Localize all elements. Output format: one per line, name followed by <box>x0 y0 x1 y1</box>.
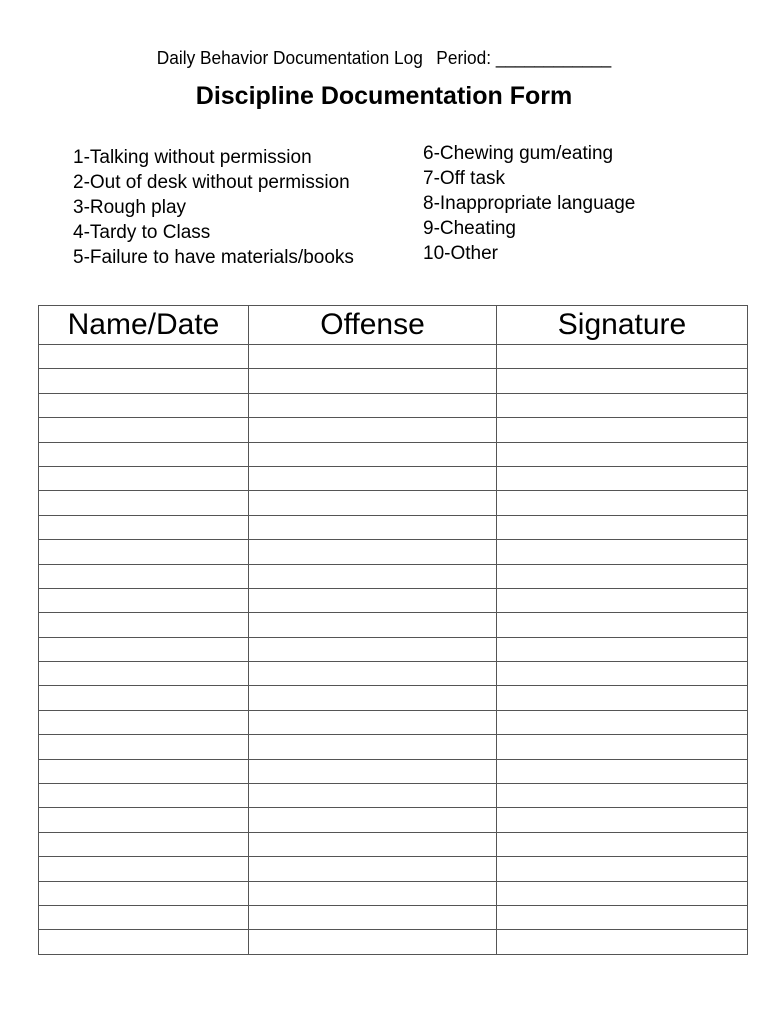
table-row <box>39 784 748 808</box>
table-row <box>39 491 748 515</box>
name-date-cell[interactable] <box>39 442 249 466</box>
offense-code-item: 5-Failure to have materials/books <box>73 247 354 268</box>
offense-cell[interactable] <box>249 735 497 759</box>
name-date-cell[interactable] <box>39 613 249 637</box>
name-date-cell[interactable] <box>39 930 249 954</box>
name-date-cell[interactable] <box>39 662 249 686</box>
signature-cell[interactable] <box>497 491 748 515</box>
signature-cell[interactable] <box>497 637 748 661</box>
signature-cell[interactable] <box>497 540 748 564</box>
name-date-cell[interactable] <box>39 759 249 783</box>
offense-code-item: 9-Cheating <box>423 218 516 239</box>
signature-cell[interactable] <box>497 369 748 393</box>
offense-code-item: 8-Inappropriate language <box>423 193 636 214</box>
offense-code-item: 3-Rough play <box>73 197 187 218</box>
signature-cell[interactable] <box>497 930 748 954</box>
name-date-cell[interactable] <box>39 784 249 808</box>
table-row <box>39 345 748 369</box>
signature-cell[interactable] <box>497 393 748 417</box>
signature-cell[interactable] <box>497 857 748 881</box>
offense-cell[interactable] <box>249 588 497 612</box>
table-row <box>39 759 748 783</box>
name-date-cell[interactable] <box>39 735 249 759</box>
table-row <box>39 637 748 661</box>
column-header-offense: Offense <box>249 306 497 345</box>
signature-cell[interactable] <box>497 710 748 734</box>
offense-codes-right <box>423 141 635 266</box>
name-date-cell[interactable] <box>39 832 249 856</box>
table-row <box>39 613 748 637</box>
name-date-cell[interactable] <box>39 710 249 734</box>
offense-cell[interactable] <box>249 540 497 564</box>
offense-cell[interactable] <box>249 881 497 905</box>
offense-codes-left <box>73 145 354 270</box>
offense-cell[interactable] <box>249 418 497 442</box>
column-header-signature: Signature <box>497 306 748 345</box>
offense-cell[interactable] <box>249 832 497 856</box>
offense-cell[interactable] <box>249 466 497 490</box>
table-row <box>39 588 748 612</box>
offense-cell[interactable] <box>249 393 497 417</box>
table-row <box>39 905 748 929</box>
signature-cell[interactable] <box>497 418 748 442</box>
offense-code-item: 7-Off task <box>423 168 506 189</box>
table-row <box>39 857 748 881</box>
offense-code-item: 1-Talking without permission <box>73 147 312 168</box>
table-row <box>39 540 748 564</box>
table-row <box>39 686 748 710</box>
offense-cell[interactable] <box>249 613 497 637</box>
table-row <box>39 735 748 759</box>
signature-cell[interactable] <box>497 905 748 929</box>
table-row <box>39 564 748 588</box>
table-row <box>39 515 748 539</box>
log-title: Daily Behavior Documentation Log <box>156 48 423 68</box>
table-row <box>39 710 748 734</box>
table-row <box>39 881 748 905</box>
name-date-cell[interactable] <box>39 808 249 832</box>
name-date-cell[interactable] <box>39 369 249 393</box>
name-date-cell[interactable] <box>39 393 249 417</box>
offense-cell[interactable] <box>249 442 497 466</box>
signature-cell[interactable] <box>497 613 748 637</box>
period-field[interactable]: Period: ____________ <box>436 48 612 68</box>
offense-cell[interactable] <box>249 905 497 929</box>
offense-cell[interactable] <box>249 784 497 808</box>
offense-code-item: 6-Chewing gum/eating <box>423 143 614 164</box>
signature-cell[interactable] <box>497 784 748 808</box>
table-row <box>39 418 748 442</box>
offense-cell[interactable] <box>249 369 497 393</box>
signature-cell[interactable] <box>497 832 748 856</box>
offense-code-item: 2-Out of desk without permission <box>73 172 350 193</box>
offense-code-item: 10-Other <box>423 243 498 264</box>
table-row <box>39 393 748 417</box>
name-date-cell[interactable] <box>39 540 249 564</box>
offense-cell[interactable] <box>249 637 497 661</box>
table-row <box>39 930 748 954</box>
name-date-cell[interactable] <box>39 905 249 929</box>
name-date-cell[interactable] <box>39 881 249 905</box>
name-date-cell[interactable] <box>39 418 249 442</box>
table-row <box>39 832 748 856</box>
name-date-cell[interactable] <box>39 588 249 612</box>
offense-cell[interactable] <box>249 930 497 954</box>
name-date-cell[interactable] <box>39 857 249 881</box>
table-row <box>39 369 748 393</box>
signature-cell[interactable] <box>497 881 748 905</box>
offense-cell[interactable] <box>249 857 497 881</box>
offense-cell[interactable] <box>249 710 497 734</box>
signature-cell[interactable] <box>497 564 748 588</box>
table-row <box>39 662 748 686</box>
table-row <box>39 442 748 466</box>
log-header <box>15 46 752 70</box>
signature-cell[interactable] <box>497 686 748 710</box>
signature-cell[interactable] <box>497 588 748 612</box>
offense-cell[interactable] <box>249 759 497 783</box>
name-date-cell[interactable] <box>39 515 249 539</box>
signature-cell[interactable] <box>497 515 748 539</box>
table-body <box>39 345 748 955</box>
signature-cell[interactable] <box>497 808 748 832</box>
name-date-cell[interactable] <box>39 686 249 710</box>
table-header-row <box>39 306 748 345</box>
name-date-cell[interactable] <box>39 564 249 588</box>
offense-cell[interactable] <box>249 345 497 369</box>
offense-cell[interactable] <box>249 686 497 710</box>
signature-cell[interactable] <box>497 442 748 466</box>
offense-cell[interactable] <box>249 515 497 539</box>
name-date-cell[interactable] <box>39 637 249 661</box>
signature-cell[interactable] <box>497 759 748 783</box>
signature-cell[interactable] <box>497 735 748 759</box>
offense-cell[interactable] <box>249 662 497 686</box>
name-date-cell[interactable] <box>39 491 249 515</box>
table-row <box>39 466 748 490</box>
form-title: Discipline Documentation Form <box>195 82 573 110</box>
offense-cell[interactable] <box>249 808 497 832</box>
signature-cell[interactable] <box>497 345 748 369</box>
signature-cell[interactable] <box>497 662 748 686</box>
offense-cell[interactable] <box>249 564 497 588</box>
table-row <box>39 808 748 832</box>
signature-cell[interactable] <box>497 466 748 490</box>
documentation-table <box>38 305 748 955</box>
name-date-cell[interactable] <box>39 466 249 490</box>
column-header-name-date: Name/Date <box>39 306 249 345</box>
offense-code-item: 4-Tardy to Class <box>73 222 211 243</box>
offense-cell[interactable] <box>249 491 497 515</box>
name-date-cell[interactable] <box>39 345 249 369</box>
